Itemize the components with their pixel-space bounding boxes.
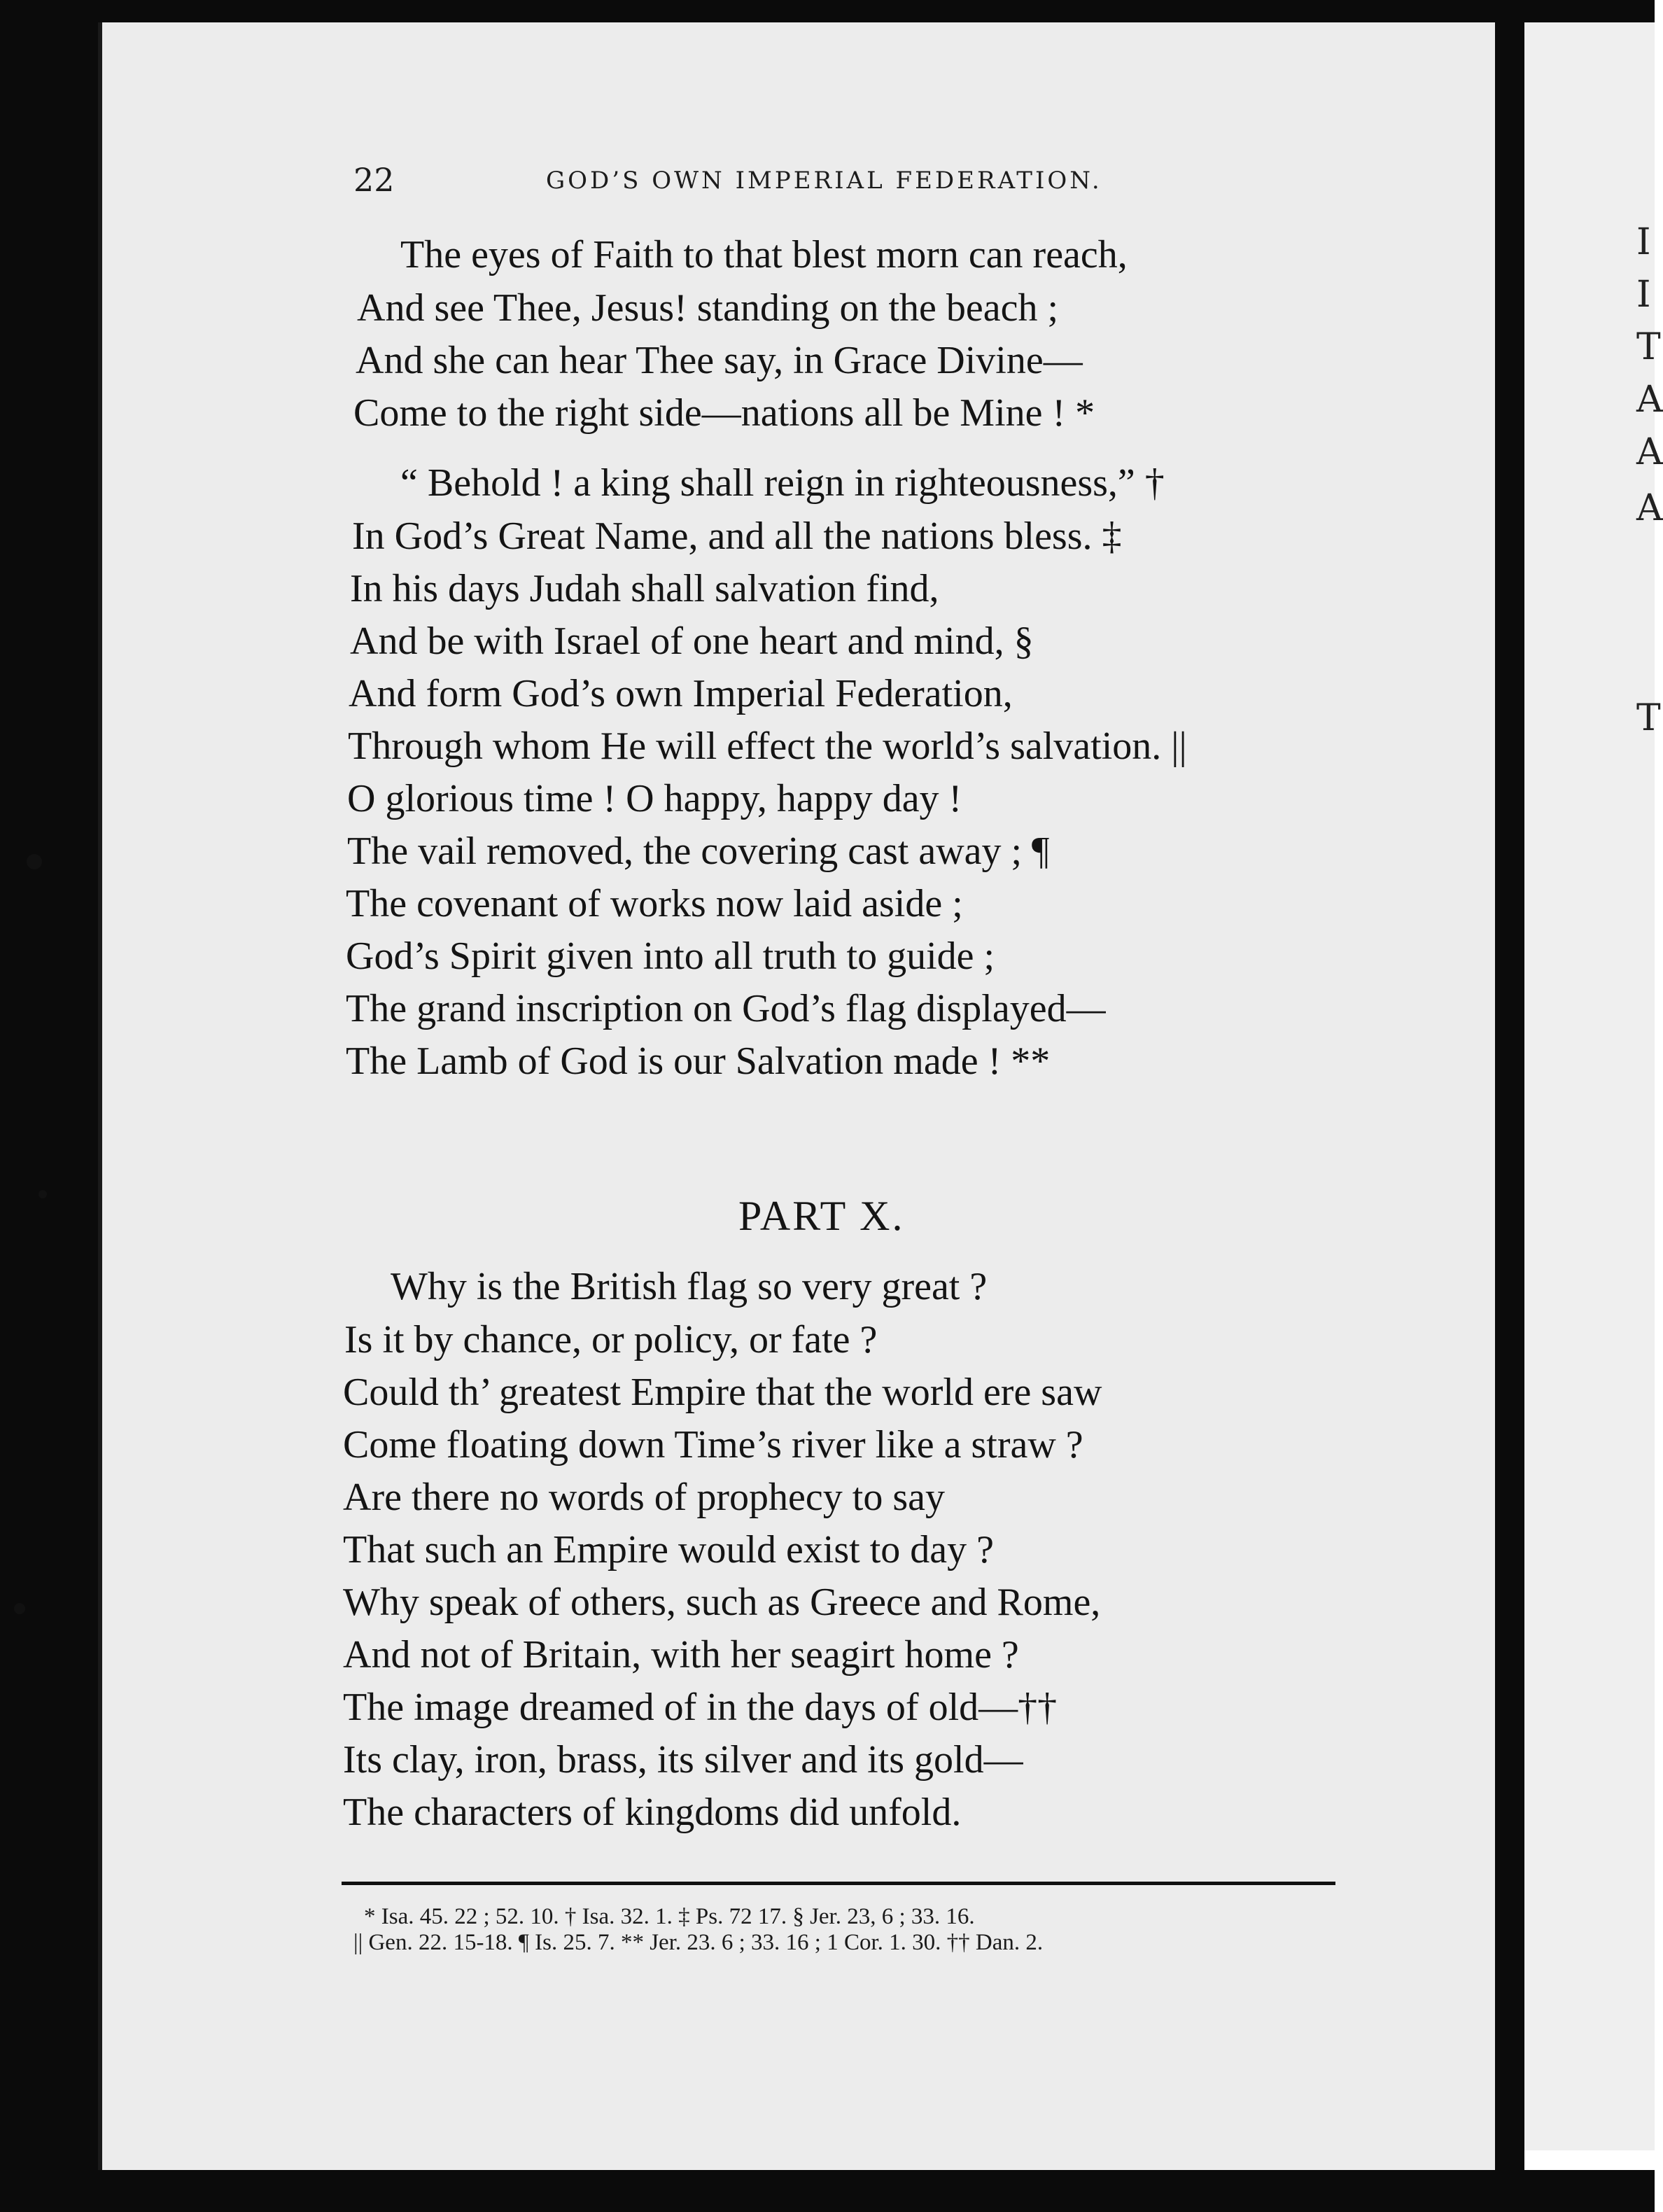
edge-letter: T: [1636, 697, 1661, 739]
verse-line: The covenant of works now laid aside ;: [346, 882, 963, 925]
verse-line: God’s Spirit given into all truth to guide ;: [346, 934, 995, 978]
edge-letter: T: [1636, 326, 1661, 368]
margin-speck: [14, 1603, 25, 1614]
running-title: GOD’S OWN IMPERIAL FEDERATION.: [546, 167, 1102, 195]
verse-line: The grand inscription on God’s flag displayed—: [346, 987, 1106, 1030]
verse-line: The Lamb of God is our Salvation made ! **: [346, 1040, 1051, 1083]
verse-line: Why speak of others, such as Greece and Rome,: [343, 1581, 1101, 1624]
page-gutter: [1491, 0, 1524, 2212]
next-page-strip: [1524, 22, 1655, 2150]
footnote-rule: [342, 1882, 1335, 1885]
verse-line: Is it by chance, or policy, or fate ?: [344, 1318, 878, 1362]
footnote-line: * Isa. 45. 22 ; 52. 10. † Isa. 32. 1. ‡ Ps. 72 17. § Jer. 23, 6 ; 33. 16.: [364, 1904, 975, 1929]
verse-line: And see Thee, Jesus! standing on the beach ;: [357, 286, 1059, 330]
verse-line: And she can hear Thee say, in Grace Divine—: [356, 339, 1083, 382]
verse-line: And be with Israel of one heart and mind, §: [350, 620, 1034, 663]
verse-line: The eyes of Faith to that blest morn can reach,: [400, 233, 1128, 276]
verse-line: In his days Judah shall salvation find,: [350, 567, 939, 610]
edge-letter: I: [1636, 221, 1651, 263]
verse-line: Come to the right side—nations all be Mine ! *: [353, 391, 1095, 435]
verse-line: The vail removed, the covering cast away ; ¶: [347, 830, 1050, 873]
footnote-line: || Gen. 22. 15-18. ¶ Is. 25. 7. ** Jer. 23. 6 ; 33. 16 ; 1 Cor. 1. 30. †† Dan. 2.: [353, 1930, 1044, 1955]
scan-bottom-border: [0, 2170, 1655, 2212]
verse-line: In God’s Great Name, and all the nations bless. ‡: [352, 514, 1122, 558]
verse-line: O glorious time ! O happy, happy day !: [347, 777, 962, 820]
scan-top-border: [0, 0, 1655, 22]
verse-line: “ Behold ! a king shall reign in righteousness,” †: [400, 461, 1165, 505]
scan-left-border: [0, 0, 98, 2212]
page-number: 22: [353, 161, 395, 199]
verse-line: The characters of kingdoms did unfold.: [343, 1791, 962, 1834]
edge-letter: A: [1636, 379, 1663, 421]
page-header: [353, 161, 1333, 203]
verse-line: Its clay, iron, brass, its silver and its gold—: [343, 1738, 1023, 1782]
verse-line: Could th’ greatest Empire that the world ere saw: [343, 1371, 1102, 1414]
margin-speck: [27, 854, 42, 869]
edge-letter: A: [1636, 487, 1663, 529]
verse-line: That such an Empire would exist to day ?: [343, 1528, 994, 1572]
part-heading: PART X.: [738, 1193, 905, 1239]
edge-letter: A: [1636, 431, 1663, 473]
verse-line: Are there no words of prophecy to say: [343, 1476, 945, 1519]
verse-line: Through whom He will effect the world’s salvation. ||: [348, 724, 1187, 768]
margin-speck: [38, 1190, 47, 1198]
edge-letter: I: [1636, 274, 1651, 316]
verse-line: And form God’s own Imperial Federation,: [349, 672, 1013, 715]
verse-line: Come floating down Time’s river like a straw ?: [343, 1423, 1083, 1466]
verse-line: The image dreamed of in the days of old—††: [343, 1686, 1058, 1729]
verse-line: And not of Britain, with her seagirt home ?: [343, 1633, 1019, 1676]
verse-line: Why is the British flag so very great ?: [391, 1265, 988, 1308]
